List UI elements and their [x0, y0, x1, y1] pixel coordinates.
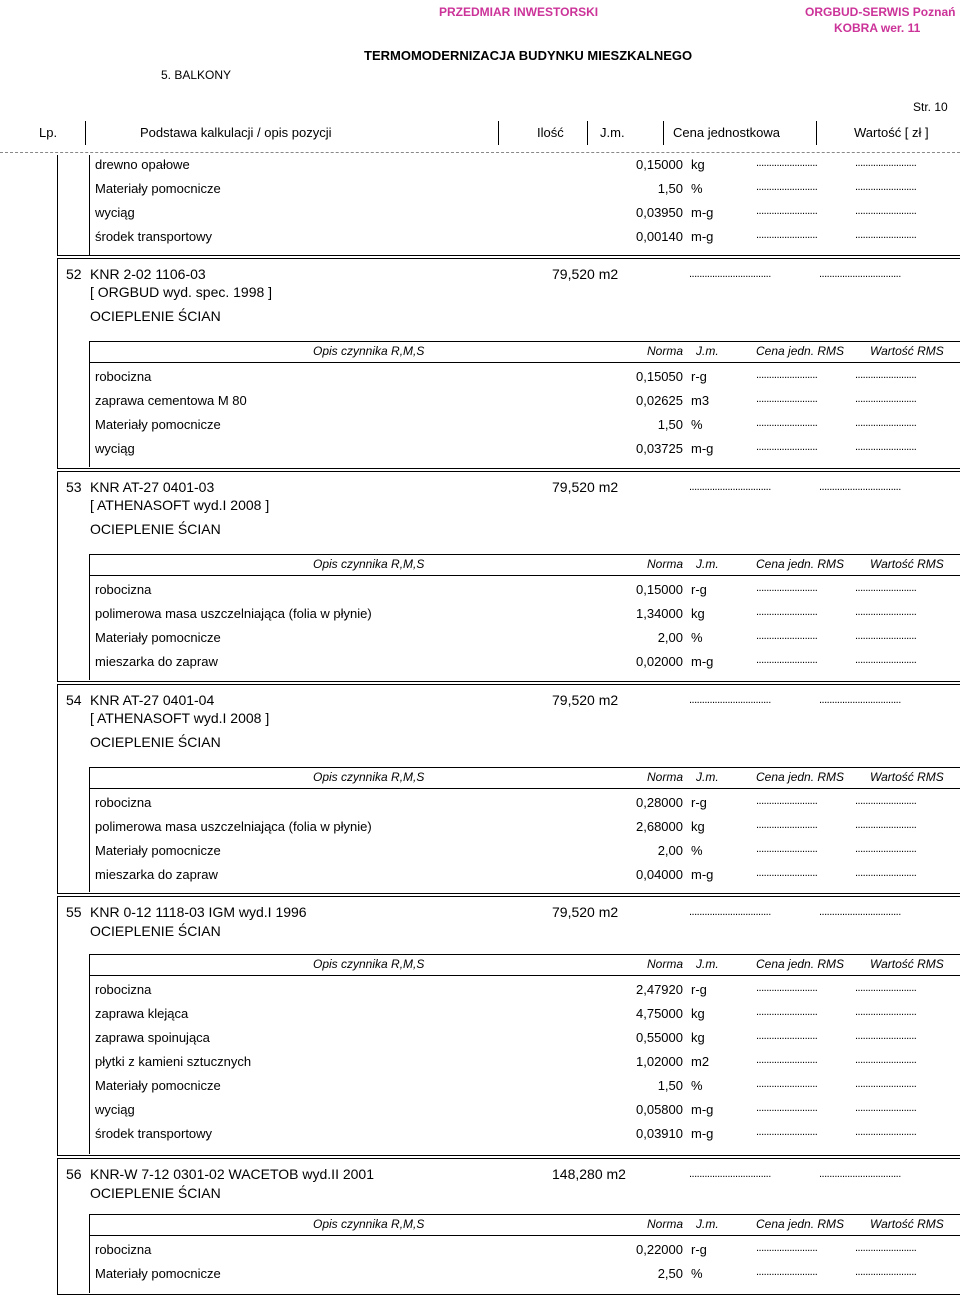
resource-norm: 0,03950 — [636, 205, 683, 220]
resource-unit: m-g — [691, 229, 714, 244]
subheader-cena: Cena jedn. RMS — [756, 957, 845, 971]
unit-price-dots: ........................ — [756, 205, 818, 217]
col-unit: J.m. — [600, 125, 625, 140]
resource-norm: 0,22000 — [636, 1242, 683, 1257]
position-number: 55 — [66, 904, 82, 920]
resource-unit: m2 — [691, 1054, 710, 1069]
unit-price-dots: ........................ — [756, 867, 818, 879]
position-quantity: 148,280 m2 — [552, 1166, 626, 1182]
resource-unit: m-g — [691, 1126, 714, 1141]
subheader-wartosc: Wartość RMS — [870, 557, 944, 571]
resource-row — [95, 1102, 955, 1120]
resource-row — [95, 1054, 955, 1072]
resource-row — [95, 417, 955, 435]
unit-price-dots: ........................ — [756, 1030, 818, 1042]
subheader-wartosc: Wartość RMS — [870, 957, 944, 971]
resource-unit: r-g — [691, 369, 707, 384]
resource-norm: 1,50 — [657, 1078, 683, 1093]
resource-norm: 4,75000 — [636, 1006, 683, 1021]
position-quantity: 79,520 m2 — [552, 692, 619, 708]
resource-row — [95, 369, 955, 387]
value-dots: ........................ — [855, 441, 917, 453]
resource-name: robocizna — [95, 369, 152, 384]
col-value: Wartość [ zł ] — [854, 125, 929, 140]
value-dots: ........................ — [855, 1054, 917, 1066]
position-description: OCIEPLENIE ŚCIAN — [90, 521, 221, 537]
value-dots: ........................ — [855, 181, 917, 193]
resource-row — [95, 1030, 955, 1048]
resource-name: robocizna — [95, 582, 152, 597]
resource-norm: 0,02625 — [636, 393, 683, 408]
value-dots: ........................ — [855, 1266, 917, 1278]
resource-name: polimerowa masa uszczelniająca (folia w płynie) — [95, 819, 372, 834]
resource-name: Materiały pomocnicze — [95, 1266, 221, 1281]
resource-name: mieszarka do zapraw — [95, 654, 218, 669]
subheader-norma: Norma — [647, 1217, 684, 1231]
subheader-wartosc: Wartość RMS — [870, 770, 944, 784]
unit-price-dots: ........................ — [756, 157, 818, 169]
subheader-norma: Norma — [647, 957, 684, 971]
unit-price-dots: ........................ — [756, 1054, 818, 1066]
resource-unit: m-g — [691, 867, 714, 882]
unit-price-dots: ........................ — [756, 393, 818, 405]
unit-price-dots: ........................ — [756, 654, 818, 666]
position-description: OCIEPLENIE ŚCIAN — [90, 308, 221, 324]
position-code: KNR AT-27 0401-03 — [90, 479, 215, 495]
resource-row — [95, 393, 955, 411]
position-code: KNR 0-12 1118-03 IGM wyd.I 1996 — [90, 904, 307, 920]
resource-norm: 1,50 — [657, 181, 683, 196]
resource-norm: 0,28000 — [636, 795, 683, 810]
resource-name: Materiały pomocnicze — [95, 181, 221, 196]
resource-area-rule — [89, 954, 90, 1154]
value-dots: ........................ — [855, 606, 917, 618]
value-dots: ........................ — [855, 205, 917, 217]
subheader-cena: Cena jedn. RMS — [756, 1217, 845, 1231]
resource-unit: r-g — [691, 1242, 707, 1257]
resource-name: zaprawa klejąca — [95, 1006, 189, 1021]
position-number: 56 — [66, 1166, 82, 1182]
header-divider — [0, 152, 960, 153]
resource-name: Materiały pomocnicze — [95, 1078, 221, 1093]
position-price-dots: ................................ — [689, 481, 771, 493]
subheader-jm: J.m. — [696, 770, 719, 784]
value-dots: ........................ — [855, 417, 917, 429]
subheader-cena: Cena jedn. RMS — [756, 344, 845, 358]
col-basis: Podstawa kalkulacji / opis pozycji — [140, 125, 332, 140]
resource-row — [95, 819, 955, 837]
resource-norm: 0,05800 — [636, 1102, 683, 1117]
resource-norm: 0,15050 — [636, 369, 683, 384]
position-quantity: 79,520 m2 — [552, 479, 619, 495]
unit-price-dots: ........................ — [756, 369, 818, 381]
value-dots: ........................ — [855, 1126, 917, 1138]
position-price-dots: ................................ — [689, 1168, 771, 1180]
value-dots: ........................ — [855, 1102, 917, 1114]
position-value-dots: ................................ — [819, 268, 901, 280]
value-dots: ........................ — [855, 1078, 917, 1090]
resource-norm: 2,50 — [657, 1266, 683, 1281]
value-dots: ........................ — [855, 393, 917, 405]
resource-unit: kg — [691, 1030, 705, 1045]
resource-row — [95, 229, 955, 247]
resource-name: wyciąg — [95, 1102, 135, 1117]
software-version: KOBRA wer. 11 — [834, 21, 921, 35]
unit-price-dots: ........................ — [756, 229, 818, 241]
rms-subheader — [89, 767, 960, 789]
position-code: KNR 2-02 1106-03 — [90, 266, 206, 282]
unit-price-dots: ........................ — [756, 630, 818, 642]
position-value-dots: ................................ — [819, 694, 901, 706]
resource-unit: r-g — [691, 982, 707, 997]
resource-row — [95, 181, 955, 199]
resource-unit: kg — [691, 819, 705, 834]
resource-row — [95, 1266, 955, 1284]
document-title: TERMOMODERNIZACJA BUDYNKU MIESZKALNEGO — [364, 48, 693, 63]
subheader-cena: Cena jedn. RMS — [756, 557, 845, 571]
subheader-jm: J.m. — [696, 1217, 719, 1231]
unit-price-dots: ........................ — [756, 843, 818, 855]
value-dots: ........................ — [855, 229, 917, 241]
unit-price-dots: ........................ — [756, 582, 818, 594]
subheader-wartosc: Wartość RMS — [870, 1217, 944, 1231]
company-name: ORGBUD-SERWIS Poznań — [805, 5, 956, 19]
value-dots: ........................ — [855, 819, 917, 831]
resource-row — [95, 654, 955, 672]
subheader-jm: J.m. — [696, 557, 719, 571]
resource-norm: 1,50 — [657, 417, 683, 432]
resource-norm: 0,55000 — [636, 1030, 683, 1045]
unit-price-dots: ........................ — [756, 1126, 818, 1138]
report-type: PRZEDMIAR INWESTORSKI — [439, 5, 599, 19]
resource-name: wyciąg — [95, 441, 135, 456]
resource-row — [95, 843, 955, 861]
position-quantity: 79,520 m2 — [552, 904, 619, 920]
resource-row — [95, 1006, 955, 1024]
resource-name: robocizna — [95, 1242, 152, 1257]
resource-name: środek transportowy — [95, 1126, 213, 1141]
position-description: OCIEPLENIE ŚCIAN — [90, 734, 221, 750]
resource-name: zaprawa cementowa M 80 — [95, 393, 247, 408]
subheader-opis: Opis czynnika R,M,S — [313, 957, 425, 971]
resource-name: Materiały pomocnicze — [95, 843, 221, 858]
unit-price-dots: ........................ — [756, 1006, 818, 1018]
column-header — [0, 121, 960, 145]
unit-price-dots: ........................ — [756, 819, 818, 831]
section-title: 5. BALKONY — [161, 68, 232, 82]
value-dots: ........................ — [855, 157, 917, 169]
resource-row — [95, 582, 955, 600]
resource-name: wyciąg — [95, 205, 135, 220]
unit-price-dots: ........................ — [756, 441, 818, 453]
col-price: Cena jednostkowa — [673, 125, 780, 140]
resource-name: drewno opałowe — [95, 157, 190, 172]
resource-row — [95, 630, 955, 648]
subheader-norma: Norma — [647, 557, 684, 571]
position-description: OCIEPLENIE ŚCIAN — [90, 1185, 221, 1201]
resource-unit: r-g — [691, 795, 707, 810]
resource-name: płytki z kamieni sztucznych — [95, 1054, 252, 1069]
resource-row — [95, 982, 955, 1000]
resource-norm: 2,00 — [657, 630, 683, 645]
resource-name: robocizna — [95, 795, 152, 810]
value-dots: ........................ — [855, 867, 917, 879]
resource-norm: 0,03910 — [636, 1126, 683, 1141]
unit-price-dots: ........................ — [756, 1266, 818, 1278]
unit-price-dots: ........................ — [756, 606, 818, 618]
unit-price-dots: ........................ — [756, 982, 818, 994]
subheader-norma: Norma — [647, 344, 684, 358]
resource-name: mieszarka do zapraw — [95, 867, 218, 882]
unit-price-dots: ........................ — [756, 1078, 818, 1090]
position-price-dots: ................................ — [689, 906, 771, 918]
resource-unit: kg — [691, 157, 705, 172]
page-number: Str. 10 — [913, 100, 948, 114]
col-lp: Lp. — [39, 125, 58, 140]
value-dots: ........................ — [855, 1006, 917, 1018]
resource-unit: kg — [691, 1006, 705, 1021]
resource-row — [95, 1126, 955, 1144]
position-value-dots: ................................ — [819, 906, 901, 918]
position-value-dots: ................................ — [819, 481, 901, 493]
resource-unit: m-g — [691, 1102, 714, 1117]
value-dots: ........................ — [855, 982, 917, 994]
resource-name: środek transportowy — [95, 229, 213, 244]
resource-name: zaprawa spoinująca — [95, 1030, 210, 1045]
resource-unit: r-g — [691, 582, 707, 597]
position-quantity: 79,520 m2 — [552, 266, 619, 282]
resource-row — [95, 606, 955, 624]
resource-row — [95, 867, 955, 885]
position-source: [ ORGBUD wyd. spec. 1998 ] — [90, 284, 273, 300]
resource-name: Materiały pomocnicze — [95, 417, 221, 432]
resource-unit: m3 — [691, 393, 710, 408]
position-description: OCIEPLENIE ŚCIAN — [90, 923, 221, 939]
resource-unit: m-g — [691, 205, 714, 220]
resource-unit: % — [691, 1078, 703, 1093]
value-dots: ........................ — [855, 1030, 917, 1042]
resource-unit: % — [691, 1266, 703, 1281]
resource-norm: 1,34000 — [636, 606, 683, 621]
resource-row — [95, 795, 955, 813]
value-dots: ........................ — [855, 1242, 917, 1254]
position-source: [ ATHENASOFT wyd.I 2008 ] — [90, 710, 270, 726]
value-dots: ........................ — [855, 843, 917, 855]
resource-name: polimerowa masa uszczelniająca (folia w płynie) — [95, 606, 372, 621]
resource-norm: 0,15000 — [636, 582, 683, 597]
value-dots: ........................ — [855, 630, 917, 642]
unit-price-dots: ........................ — [756, 181, 818, 193]
value-dots: ........................ — [855, 795, 917, 807]
value-dots: ........................ — [855, 582, 917, 594]
resource-norm: 0,03725 — [636, 441, 683, 456]
unit-price-dots: ........................ — [756, 417, 818, 429]
resource-norm: 2,00 — [657, 843, 683, 858]
resource-row — [95, 157, 955, 175]
resource-norm: 0,04000 — [636, 867, 683, 882]
subheader-wartosc: Wartość RMS — [870, 344, 944, 358]
subheader-opis: Opis czynnika R,M,S — [313, 1217, 425, 1231]
position-code: KNR AT-27 0401-04 — [90, 692, 215, 708]
position-number: 52 — [66, 266, 82, 282]
resource-norm: 0,15000 — [636, 157, 683, 172]
position-number: 53 — [66, 479, 82, 495]
resource-unit: m-g — [691, 441, 714, 456]
subheader-jm: J.m. — [696, 957, 719, 971]
resource-row — [95, 205, 955, 223]
resource-unit: kg — [691, 606, 705, 621]
position-source: [ ATHENASOFT wyd.I 2008 ] — [90, 497, 270, 513]
unit-price-dots: ........................ — [756, 1242, 818, 1254]
position-value-dots: ................................ — [819, 1168, 901, 1180]
position-price-dots: ................................ — [689, 268, 771, 280]
col-qty: Ilość — [537, 125, 564, 140]
resource-unit: % — [691, 417, 703, 432]
unit-price-dots: ........................ — [756, 795, 818, 807]
resource-unit: % — [691, 181, 703, 196]
rms-subheader — [89, 341, 960, 363]
resource-unit: % — [691, 630, 703, 645]
resource-name: Materiały pomocnicze — [95, 630, 221, 645]
value-dots: ........................ — [855, 369, 917, 381]
resource-unit: % — [691, 843, 703, 858]
resource-norm: 0,02000 — [636, 654, 683, 669]
subheader-jm: J.m. — [696, 344, 719, 358]
subheader-opis: Opis czynnika R,M,S — [313, 344, 425, 358]
subheader-cena: Cena jedn. RMS — [756, 770, 845, 784]
resource-norm: 0,00140 — [636, 229, 683, 244]
subheader-opis: Opis czynnika R,M,S — [313, 557, 425, 571]
resource-norm: 2,68000 — [636, 819, 683, 834]
position-price-dots: ................................ — [689, 694, 771, 706]
resource-row — [95, 1242, 955, 1260]
resource-norm: 1,02000 — [636, 1054, 683, 1069]
subheader-norma: Norma — [647, 770, 684, 784]
resource-row — [95, 441, 955, 459]
subheader-opis: Opis czynnika R,M,S — [313, 770, 425, 784]
resource-name: robocizna — [95, 982, 152, 997]
position-number: 54 — [66, 692, 82, 708]
unit-price-dots: ........................ — [756, 1102, 818, 1114]
value-dots: ........................ — [855, 654, 917, 666]
rms-subheader — [89, 554, 960, 576]
resource-unit: m-g — [691, 654, 714, 669]
rms-subheader — [89, 1214, 960, 1236]
position-code: KNR-W 7-12 0301-02 WACETOB wyd.II 2001 — [90, 1166, 374, 1182]
resource-row — [95, 1078, 955, 1096]
resource-norm: 2,47920 — [636, 982, 683, 997]
rms-subheader — [89, 954, 960, 976]
